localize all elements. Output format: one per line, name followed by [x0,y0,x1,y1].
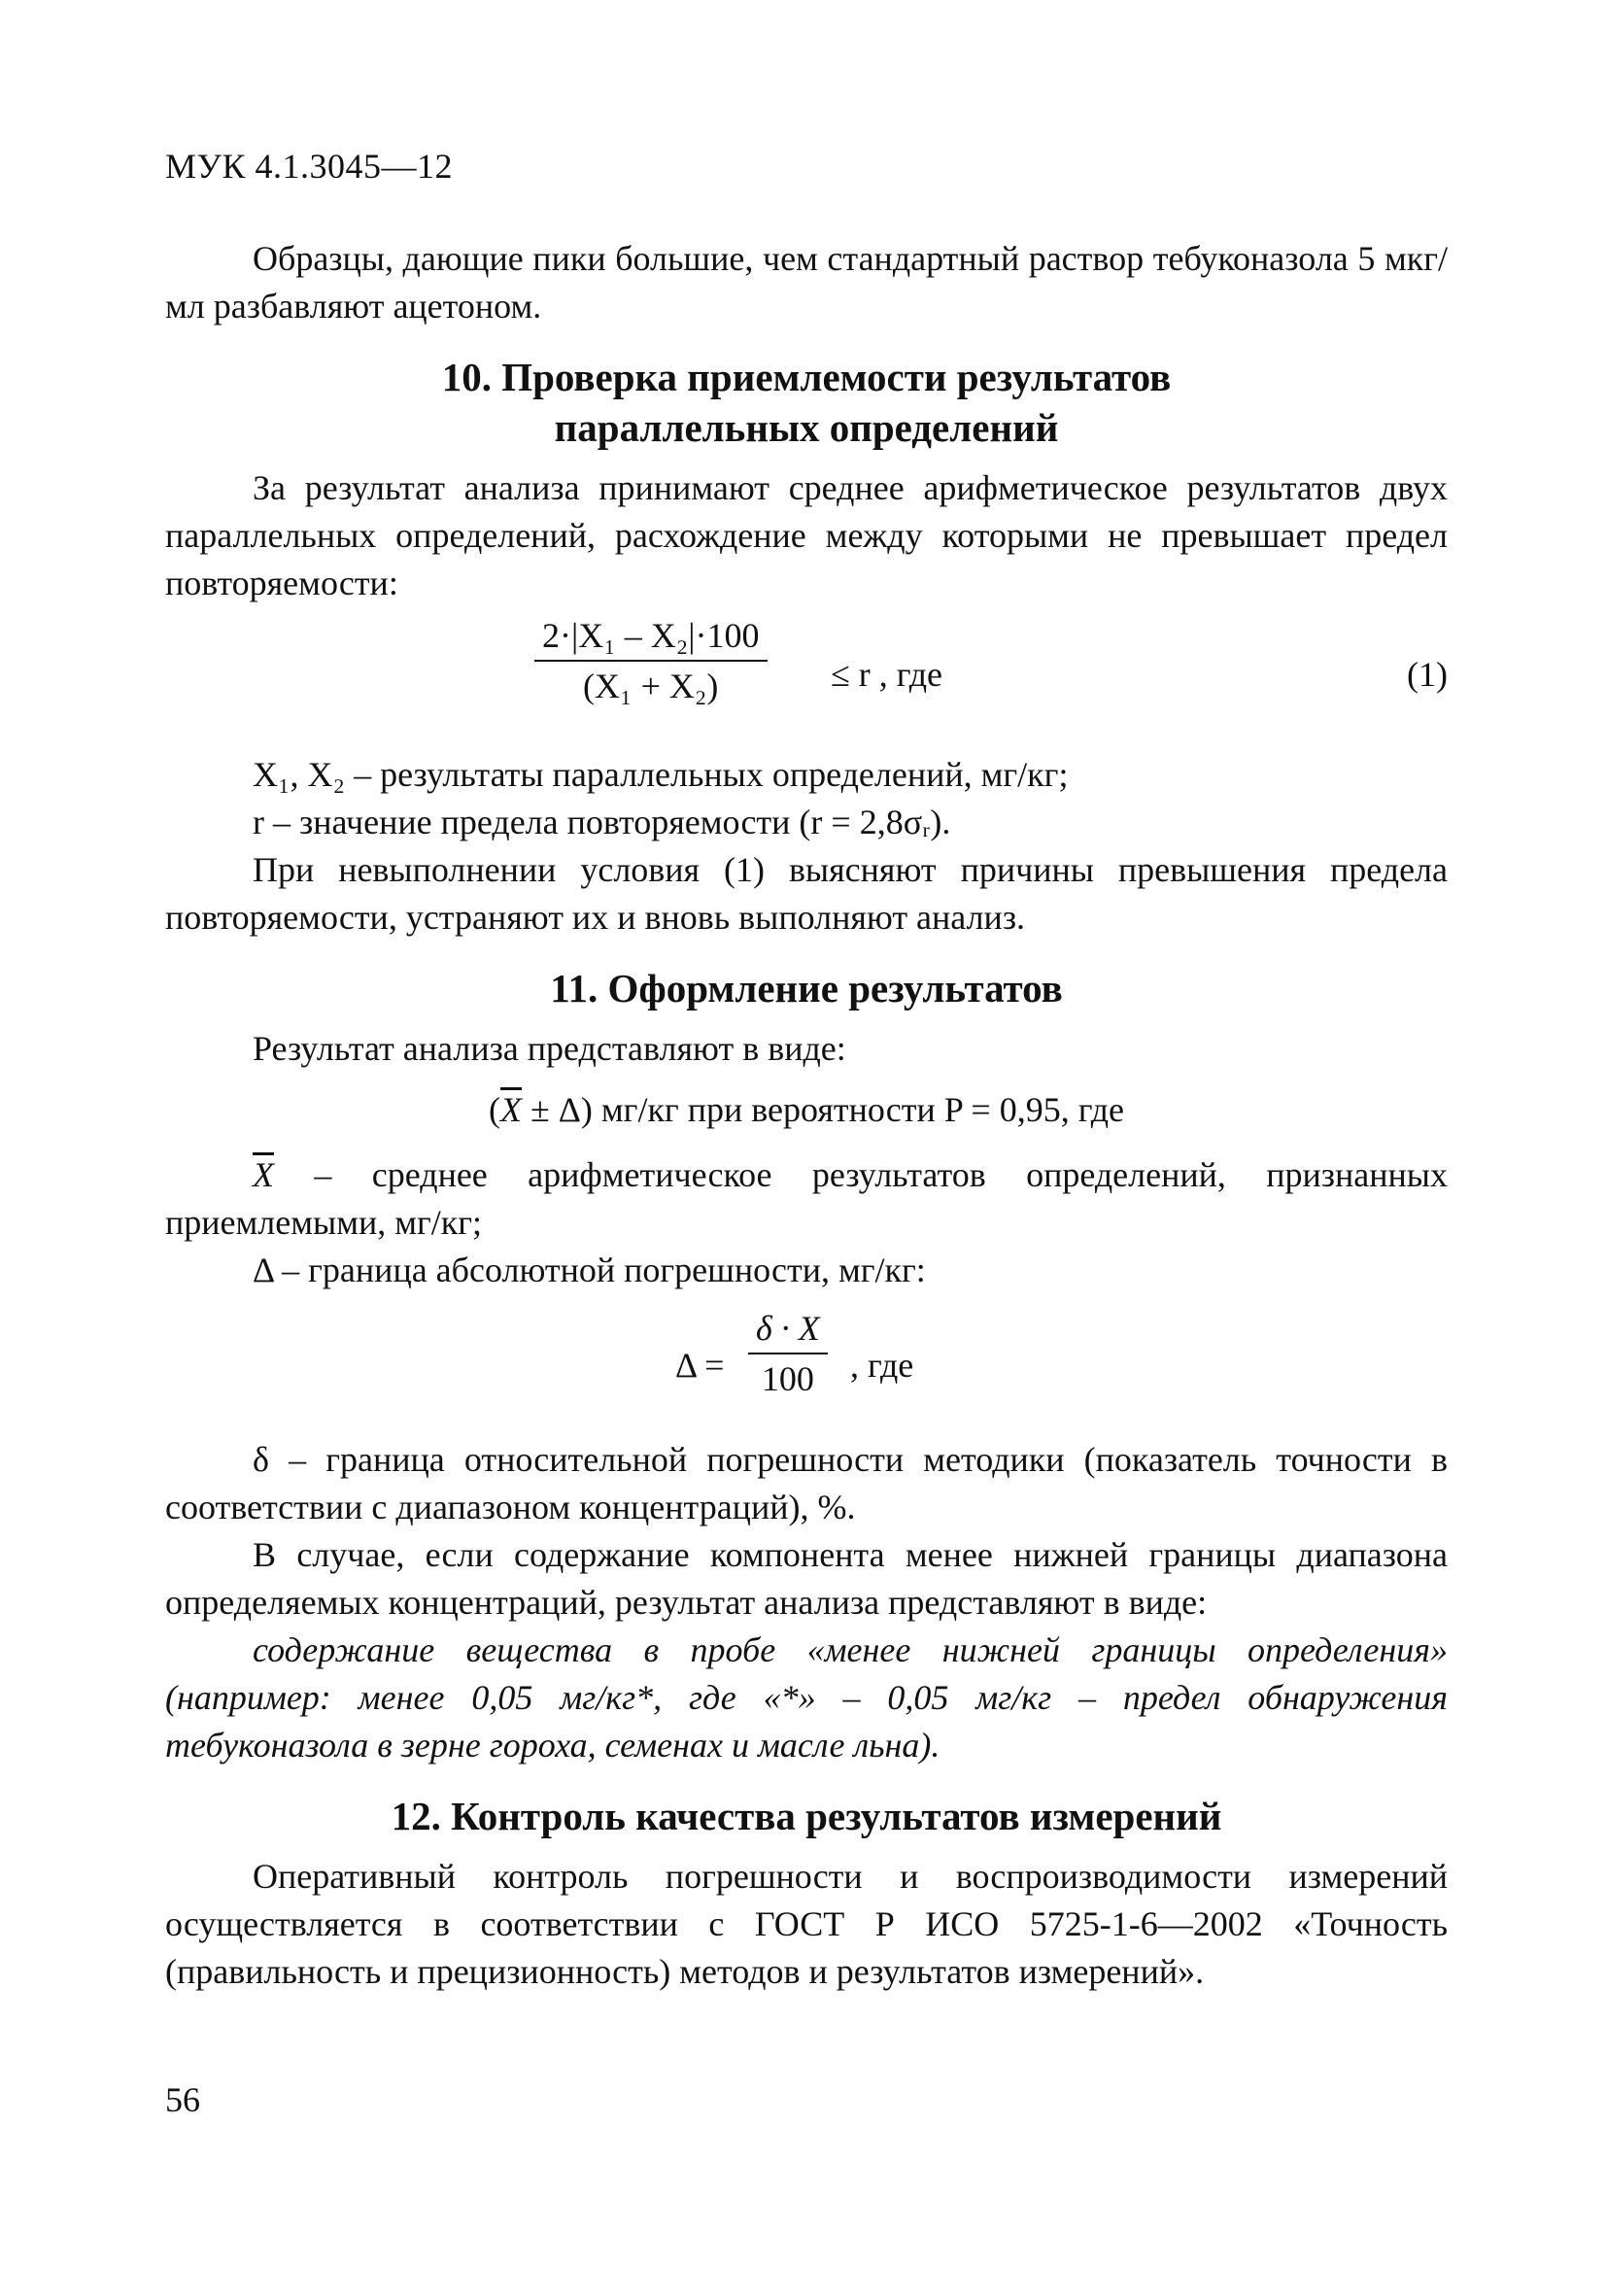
section-10-paragraph-2: При невыполнении условия (1) выясняют причины превышения предела повторяемости, устраняют их и вновь выполняют анализ. [165,850,1448,937]
document-page [165,146,1448,1996]
delta-lhs: Δ = [675,1346,725,1385]
result-expression-text: ± Δ) мг/кг при вероятности P = 0,95, где [522,1090,1124,1129]
formula-denominator: (X₁ + X₂) [583,667,719,705]
formula-condition: ≤ r , где [831,655,943,694]
delta-tail: , где [850,1346,914,1385]
delta-fraction [748,1308,828,1399]
result-expression [165,1086,1448,1134]
repeatability-formula [165,615,1448,741]
document-code-header: МУК 4.1.3045—12 [165,147,454,186]
definition-xbar-text: – среднее арифметическое результатов определений, признанных приемлемыми, мг/кг; [165,1155,1448,1242]
fraction-bar [534,660,768,662]
definition-x1-x2: X₁, X₂ – результаты параллельных определений, мг/кг; [253,755,1069,794]
result-open-paren: ( [489,1090,500,1129]
definition-xbar [165,1151,1448,1247]
xbar-symbol: $\overline{X}$ [253,1155,274,1194]
section-10-paragraph-1: За результат анализа принимают среднее арифметическое результатов двух параллельных определений, расхождение между которыми не превышает предел повторяемости: [165,468,1448,602]
section-11-title: 11. Оформление результатов [550,966,1063,1011]
delta-numerator: δ · X [756,1309,820,1348]
section-12-title: 12. Контроль качества результатов измерений [391,1794,1222,1838]
formula-number: (1) [1407,655,1448,694]
formula-numerator: 2·|X₁ – X₂|·100 [542,616,760,655]
section-11-paragraph-1: Результат анализа представляют в виде: [253,1029,846,1068]
section-12-paragraph-1: Оперативный контроль погрешности и воспроизводимости измерений осуществляется в соответствии с ГОСТ Р ИСО 5725-1-6—2002 «Точность (правильность и прецизионность) методов и результатов измерений». [165,1857,1448,1991]
section-11-italic-note: содержание вещества в пробе «менее нижней границы определения» (например: менее 0,05 мг/кг*, где «*» – 0,05 мг/кг – предел обнаружения тебуконазола в зерне гороха, семенах и масле льна). [165,1630,1448,1765]
definition-delta: Δ – граница абсолютной погрешности, мг/кг: [253,1251,926,1289]
delta-formula [165,1308,1448,1424]
delta-fraction-bar [748,1353,828,1354]
delta-denominator: 100 [761,1359,814,1398]
page-number: 56 [165,2080,200,2119]
intro-paragraph: Образцы, дающие пики большие, чем стандартный раствор тебуконазола 5 мкг/мл разбавляют ацетоном. [165,239,1448,326]
definition-sigma: δ – граница относительной погрешности методики (показатель точности в соответствии с диапазоном концентраций), %. [165,1440,1448,1526]
section-10-title [165,352,1448,453]
section-10-title-line2: параллельных определений [554,405,1059,450]
definition-r: r – значение предела повторяемости (r = 2,8σᵣ). [253,803,951,841]
section-11-paragraph-2: В случае, если содержание компонента менее нижней границы диапазона определяемых концентраций, результат анализа представляют в виде: [165,1535,1448,1622]
formula-fraction [534,615,768,706]
section-10-title-line1: 10. Проверка приемлемости результатов [441,355,1172,399]
result-xbar: $\overline{X}$ [500,1090,522,1129]
